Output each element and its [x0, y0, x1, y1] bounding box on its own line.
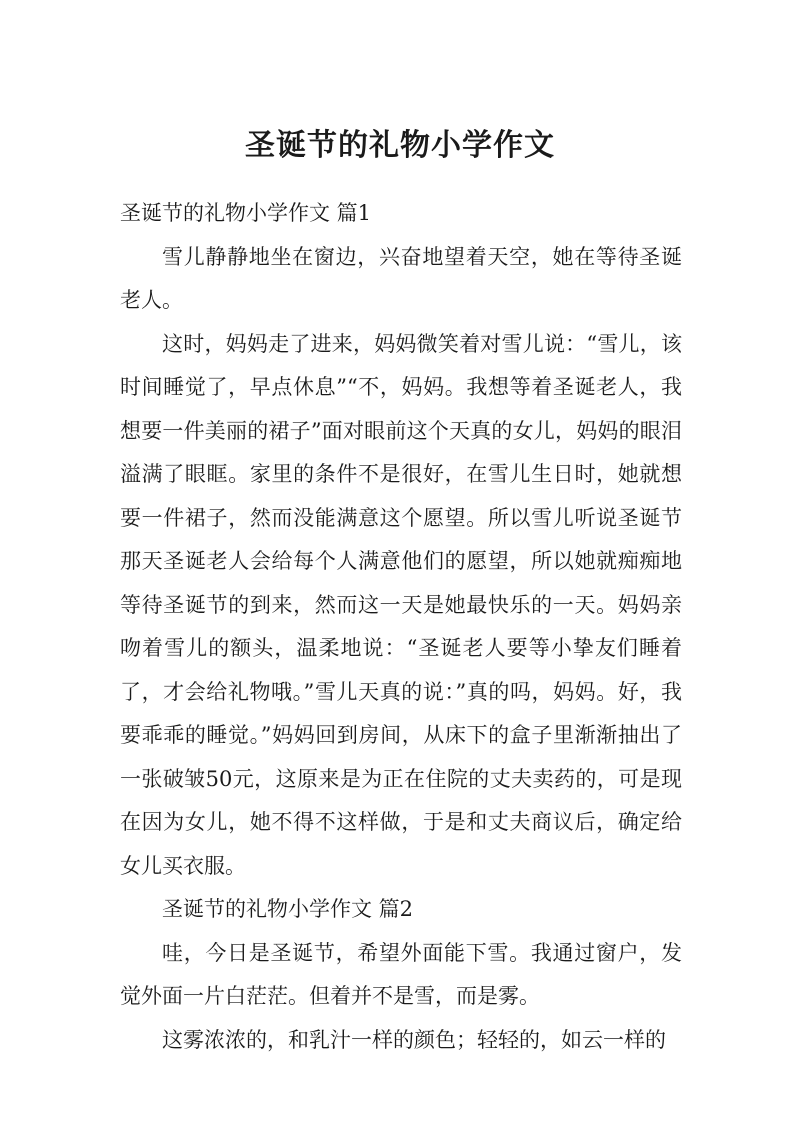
paragraph: 哇，今日是圣诞节，希望外面能下雪。我通过窗户，发觉外面一片白茫茫。但着并不是雪，而是雾。 — [120, 940, 682, 1008]
paragraph: 这雾浓浓的，和乳汁一样的颜色；轻轻的，如云一样的 — [162, 1027, 666, 1052]
paragraph: 雪儿静静地坐在窗边，兴奋地望着天空，她在等待圣诞老人。 — [120, 244, 682, 312]
document-title: 圣诞节的礼物小学作文 — [245, 128, 555, 163]
document-body — [120, 192, 682, 1062]
section-heading-2: 圣诞节的礼物小学作文 篇2 — [162, 897, 414, 921]
paragraph: 这时，妈妈走了进来，妈妈微笑着对雪儿说：“雪儿，该时间睡觉了，早点休息”“不，妈妈。我想等着圣诞老人，我想要一件美丽的裙子”面对眼前这个天真的女儿，妈妈的眼泪溢满了眼眶。家里的条件不是很好，在雪儿生日时，她就想要一件裙子，然而没能满意这个愿望。所以雪儿听说圣诞节那天圣诞老人会给每个人满意他们的愿望，所以她就痴痴地等待圣诞节的到来，然而这一天是她最快乐的一天。妈妈亲吻着雪儿的额头，温柔地说：“圣诞老人要等小挚友们睡着了，才会给礼物哦。”雪儿天真的说：”真的吗，妈妈。好，我要乖乖的睡觉。”妈妈回到房间，从床下的盒子里渐渐抽出了一张破皱50元，这原来是为正在住院的丈夫卖药的，可是现在因为女儿，她不得不这样做，于是和丈夫商议后，确定给女儿买衣服。 — [120, 331, 682, 878]
section-heading-1: 圣诞节的礼物小学作文 篇1 — [120, 201, 372, 225]
